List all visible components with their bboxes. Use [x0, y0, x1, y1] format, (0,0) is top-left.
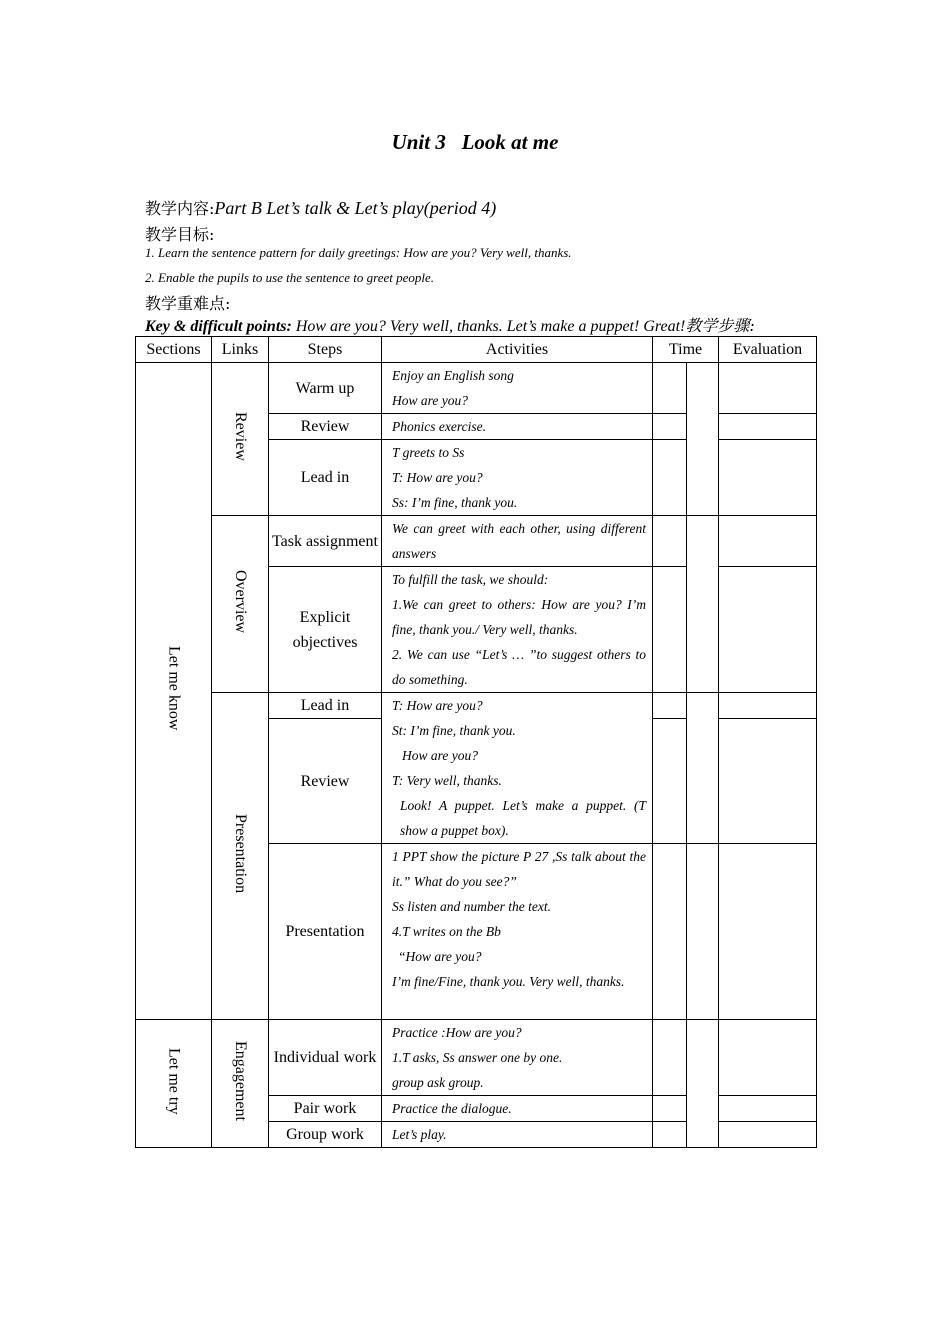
step-lead-in: Lead in	[269, 440, 382, 516]
table-row	[136, 363, 817, 414]
time-cell	[653, 693, 687, 719]
evaluation-cell	[719, 719, 817, 844]
evaluation-cell	[719, 693, 817, 719]
time-cell	[653, 844, 687, 1020]
evaluation-cell	[719, 844, 817, 1020]
objective-1: 1. Learn the sentence pattern for daily greetings: How are you? Very well, thanks.	[145, 245, 572, 260]
evaluation-cell	[719, 414, 817, 440]
evaluation-cell	[719, 1122, 817, 1148]
activity-explicit-objectives: To fulfill the task, we should: 1.We can greet to others: How are you? I’m fine, thank you./ Very well, thanks. 2. We can use “Let’s … ”to suggest others to do something.	[382, 567, 653, 693]
header-sections: Sections	[136, 337, 212, 363]
header-activities: Activities	[382, 337, 653, 363]
content-value: Part B Let’s talk & Let’s play(period 4)	[214, 198, 497, 218]
header-links: Links	[212, 337, 269, 363]
step-presentation: Presentation	[269, 844, 382, 1020]
activity-individual-work: Practice :How are you? 1.T asks, Ss answer one by one. group ask group.	[382, 1020, 653, 1096]
lesson-plan-table	[135, 336, 817, 1148]
step-lead-in-2: Lead in	[269, 693, 382, 719]
time-cell	[653, 516, 687, 567]
time-subcell	[687, 844, 719, 1020]
time-cell	[653, 719, 687, 844]
link-overview: Overview	[212, 516, 269, 693]
evaluation-cell	[719, 363, 817, 414]
document-title: Unit 3 Look at me	[391, 130, 559, 154]
activity-group-work: Let’s play.	[382, 1122, 653, 1148]
time-cell	[653, 567, 687, 693]
evaluation-cell	[719, 567, 817, 693]
time-subcell	[687, 693, 719, 844]
activity-pair-work: Practice the dialogue.	[382, 1096, 653, 1122]
evaluation-cell	[719, 1096, 817, 1122]
time-cell	[653, 1122, 687, 1148]
activity-review: Phonics exercise.	[382, 414, 653, 440]
steps-label: 教学步骤:	[685, 316, 755, 335]
table-row	[136, 1020, 817, 1096]
evaluation-cell	[719, 1020, 817, 1096]
content-line	[145, 196, 496, 219]
activity-warm-up: Enjoy an English song How are you?	[382, 363, 653, 414]
key-points-label: Key & difficult points:	[145, 318, 292, 335]
time-cell	[653, 414, 687, 440]
objectives-label: 教学目标:	[145, 225, 215, 244]
step-individual-work: Individual work	[269, 1020, 382, 1096]
content-label: 教学内容:	[145, 199, 215, 218]
step-group-work: Group work	[269, 1122, 382, 1148]
time-cell	[653, 1096, 687, 1122]
link-review: Review	[212, 363, 269, 516]
activity-lead-in: T greets to Ss T: How are you? Ss: I’m fine, thank you.	[382, 440, 653, 516]
time-cell	[653, 1020, 687, 1096]
link-engagement: Engagement	[212, 1020, 269, 1148]
time-subcell	[687, 1020, 719, 1148]
step-pair-work: Pair work	[269, 1096, 382, 1122]
section-let-me-try: Let me try	[136, 1020, 212, 1148]
table-header-row	[136, 337, 817, 363]
key-points-line	[145, 313, 755, 336]
table-row	[136, 693, 817, 719]
step-explicit-objectives: Explicit objectives	[269, 567, 382, 693]
evaluation-cell	[719, 516, 817, 567]
evaluation-cell	[719, 440, 817, 516]
activity-task-assignment: We can greet with each other, using different answers	[382, 516, 653, 567]
step-review-2: Review	[269, 719, 382, 844]
key-points-cn-label: 教学重难点:	[145, 294, 231, 313]
time-cell	[653, 440, 687, 516]
header-evaluation: Evaluation	[719, 337, 817, 363]
activity-presentation: 1 PPT show the picture P 27 ,Ss talk about the it.” What do you see?” Ss listen and number the text. 4.T writes on the Bb “How are you? I’m fine/Fine, thank you. Very well, thanks.	[382, 844, 653, 1020]
activity-lead-in-review: T: How are you? St: I’m fine, thank you. How are you? T: Very well, thanks. Look! A puppet. Let’s make a puppet. (T show a puppet box).	[382, 693, 653, 844]
link-presentation: Presentation	[212, 693, 269, 1020]
time-subcell	[687, 516, 719, 693]
step-review: Review	[269, 414, 382, 440]
time-subcell	[687, 363, 719, 516]
time-cell	[653, 363, 687, 414]
objective-2: 2. Enable the pupils to use the sentence to greet people.	[145, 270, 435, 285]
table-row	[136, 516, 817, 567]
header-steps: Steps	[269, 337, 382, 363]
section-let-me-know: Let me know	[136, 363, 212, 1020]
step-warm-up: Warm up	[269, 363, 382, 414]
key-points-value: How are you? Very well, thanks. Let’s make a puppet! Great!	[291, 318, 686, 335]
header-time: Time	[653, 337, 719, 363]
step-task-assignment: Task assignment	[269, 516, 382, 567]
